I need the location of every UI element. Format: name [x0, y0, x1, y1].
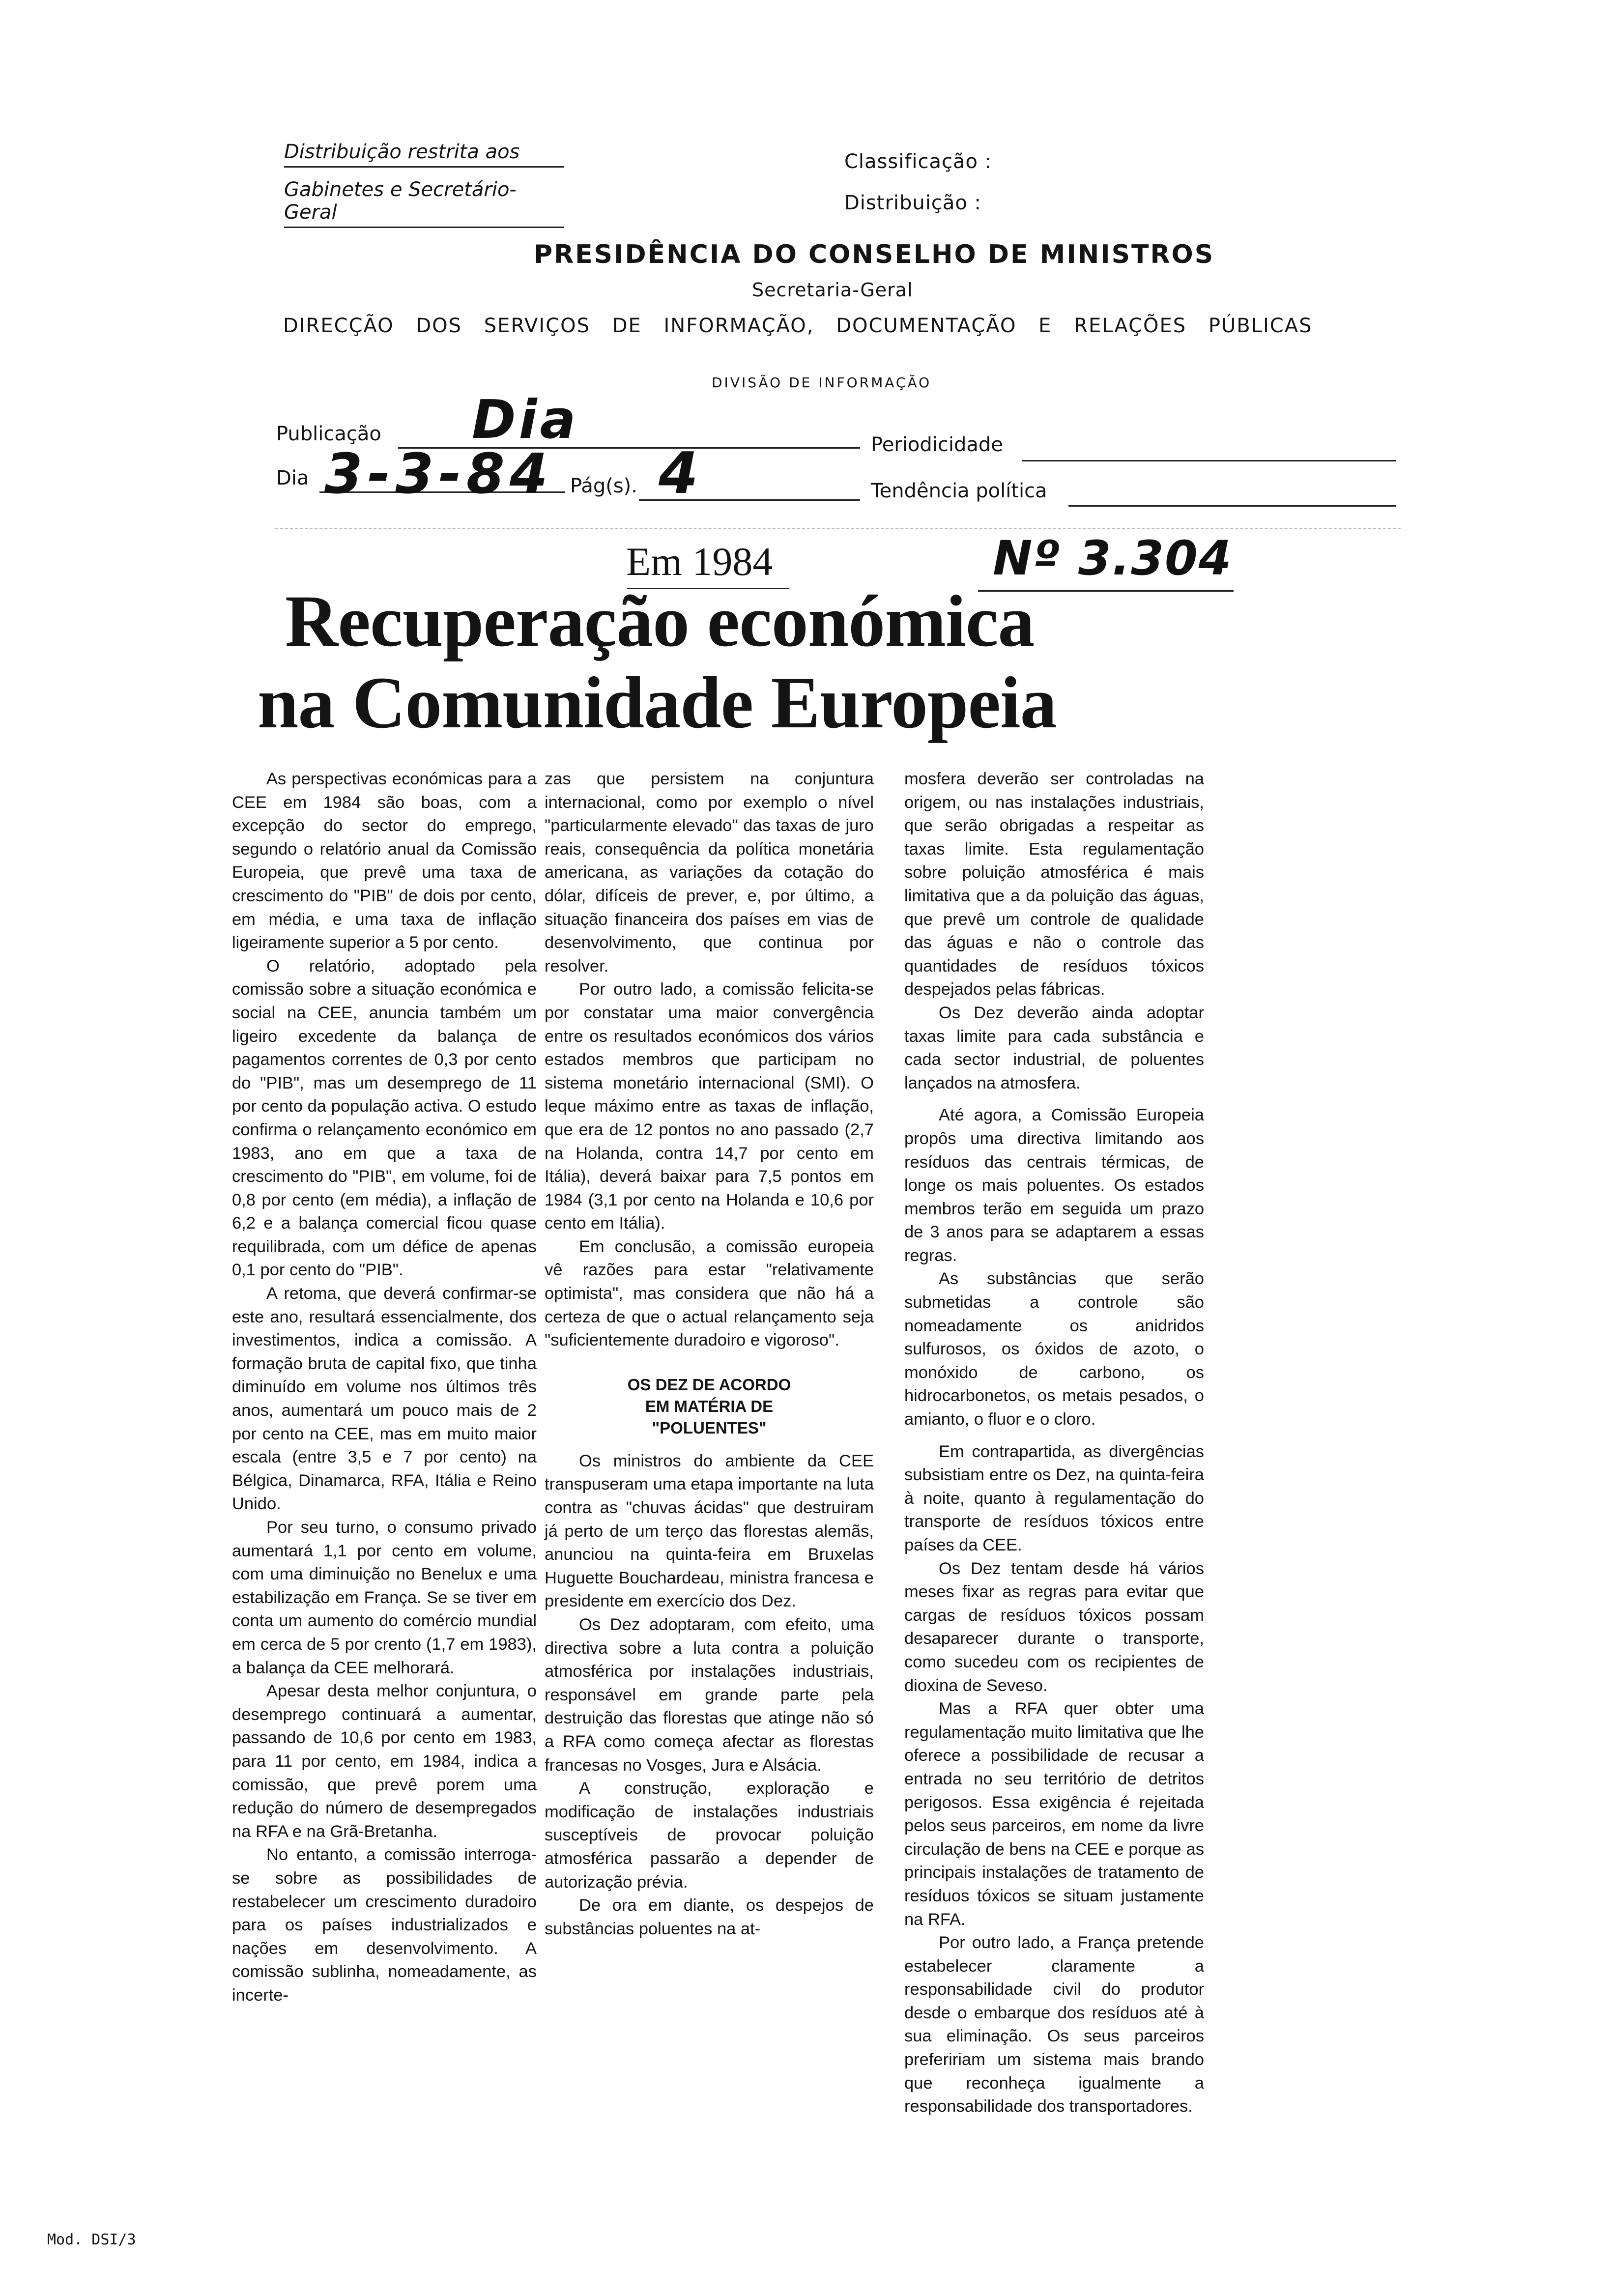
paragraph: Apesar desta melhor conjuntura, o desemprego continuará a aumentar, passando de 10,6 por cento em 1983, para 11 por cento, em 1984, indica a comissão, que prevê porem uma redução do número de desempregados na RFA e na Grã-Bretanha.	[232, 1682, 537, 1841]
paragraph: Por outro lado, a França pretende estabelecer claramente a responsabilidade civil do produtor desde o embarque dos resíduos até à sua eliminação. Os seus parceiros prefeririam um sistema mais brando que reconheça igualmente a responsabilidade dos transportadores.	[904, 1933, 1204, 2116]
paragraph: mosfera deverão ser controladas na origem, ou nas instalações industriais, que serão obrigadas a respeitar as taxas limite. Esta regulamentação sobre poluição atmosférica é mais limitativa que a da poluição das águas, que prevê um controle de qualidade das águas e não o controle das quantidades de resíduos tóxicos despejados pelas fábricas.	[904, 770, 1204, 999]
org-subtitle: Secretaria-Geral	[752, 279, 913, 301]
paragraph: Os Dez adoptaram, com efeito, uma directiva sobre a luta contra a poluição atmosférica por instalações industriais, responsável em grande parte pela destruição das florestas que atinge não só a RFA como começa afectar as florestas francesas no Vosges, Jura e Alsácia.	[545, 1615, 874, 1775]
subhead-line-1: OS DEZ DE ACORDO	[627, 1375, 791, 1394]
dia-label: Dia	[276, 467, 309, 489]
tendencia-rule	[1068, 505, 1396, 507]
form-code: Mod. DSI/3	[47, 2231, 136, 2248]
restricted-line-1: Distribuição restrita aos	[284, 141, 564, 168]
paragraph: Os Dez deverão ainda adoptar taxas limite para cada substância e cada sector industrial, de poluentes lançados na atmosfera.	[904, 1003, 1204, 1092]
org-title: PRESIDÊNCIA DO CONSELHO DE MINISTROS	[534, 240, 1215, 269]
paragraph: No entanto, a comissão interroga-se sobre as possibilidades de restabelecer um crescimento duradoiro para os países industrializados e nações em desenvolvimento. A comissão sublinha, nomeadamente, as incerte-	[232, 1845, 537, 2005]
org-directorate: DIRECÇÃO DOS SERVIÇOS DE INFORMAÇÃO, DOCUMENTAÇÃO E RELAÇÕES PÚBLICAS	[283, 315, 1313, 337]
form-separator	[275, 528, 1401, 529]
paragraph: Por seu turno, o consumo privado aumentará 1,1 por cento em volume, com uma diminuição no Benelux e uma estabilização em França. Se se tiver em conta um aumento do comércio mundial em cerca de 5 por crento (1,7 em 1983), a balança da CEE melhorará.	[232, 1518, 537, 1677]
dia-value: 3-3-84	[324, 442, 553, 506]
paragraph: Por outro lado, a comissão felicita-se por constatar uma maior convergência entre os resultados económicos dos vários estados membros que participam no sistema monetário internacional (SMI). O leque máximo entre as taxas de inflação, que era de 12 pontos no ano passado (2,7 na Holanda, contra 14,7 por cento em Itália), deverá baixar para 7,5 pontos em 1984 (3,1 por cento na Holanda e 10,6 por cento em Itália).	[545, 980, 874, 1233]
subhead-line-2: EM MATÉRIA DE	[645, 1397, 774, 1415]
restricted-distribution	[284, 141, 564, 228]
subhead-line-3: "POLUENTES"	[652, 1418, 767, 1437]
paragraph: As perspectivas económicas para a CEE em 1984 são boas, com a excepção do sector do emprego, segundo o relatório anual da Comissão Europeia, que prevê uma taxa de crescimento do "PIB" de dois por cento, em média, e uma taxa de inflação ligeiramente superior a 5 por cento.	[232, 770, 537, 952]
pags-value: 4	[659, 440, 701, 507]
paragraph: Mas a RFA quer obter uma regulamentação muito limitativa que lhe oferece a possibilidade de recusar a entrada no seu território de detritos perigosos. Essa exigência é rejeitada pelos seus parceiros, em nome da livre circulação de bens na CEE e porque as principais instalações de tratamento de resíduos tóxicos se situam justamente na RFA.	[904, 1699, 1204, 1929]
section-subhead	[545, 1374, 874, 1439]
periodicidade-label: Periodicidade	[871, 433, 1003, 456]
article-kicker: Em 1984	[626, 539, 773, 584]
paragraph: A retoma, que deverá confirmar-se este ano, resultará essencialmente, dos investimentos, indica a comissão. A formação bruta de capital fixo, que tinha diminuído em volume nos últimos três anos, aumentará um pouco mais de 2 por cento na CEE, mas em muito maior escala (entre 3,5 e 7 por cento) na Bélgica, Dinamarca, RFA, Itália e Reino Unido.	[232, 1284, 537, 1514]
article-column-1	[232, 768, 537, 2007]
paragraph: zas que persistem na conjuntura internacional, como por exemplo o nível "particularmente elevado" das taxas de juro reais, consequência da política monetária americana, as variações da cotação do dólar, difíceis de prever, e, por último, a situação financeira dos países em vias de desenvolvimento, que continua por resolver.	[545, 770, 874, 976]
paragraph: Os Dez tentam desde há vários meses fixar as regras para evitar que cargas de resíduos tóxicos possam desaparecer durante o transporte, como sucedeu com os recipientes de dioxina de Seveso.	[904, 1559, 1204, 1695]
paragraph: A construção, exploração e modificação de instalações industriais susceptíveis de provocar poluição atmosférica passarão a depender de autorização prévia.	[545, 1779, 874, 1892]
publicacao-value: Dia	[472, 389, 579, 451]
article-column-2	[545, 768, 874, 1941]
headline-line-2: na Comunidade Europeia	[258, 662, 1057, 744]
periodicidade-rule	[1022, 460, 1396, 461]
paragraph: As substâncias que serão submetidas a controle são nomeadamente os anidridos sulfurosos, os óxidos de azoto, o monóxido de carbono, os hidrocarbonetos, os metais pesados, o amianto, o fluor e o cloro.	[904, 1269, 1204, 1429]
pags-label: Pág(s).	[570, 475, 637, 497]
classificacao-label: Classificação :	[844, 150, 992, 173]
paragraph: O relatório, adoptado pela comissão sobre a situação económica e social na CEE, anuncia também um ligeiro excedente da balança de pagamentos correntes de 0,3 por cento do "PIB", mas um desemprego de 11 por cento da população activa. O estudo confirma o relançamento económico em 1983, ano em que a taxa de crescimento do "PIB", em volume, foi de 0,8 por cento (em média), a inflação de 6,2 e a balança comercial ficou quase requilibrada, com um défice de apenas 0,1 por cento do "PIB".	[232, 956, 537, 1280]
paragraph: Em contrapartida, as divergências subsistiam entre os Dez, na quinta-feira à noite, quanto à regulamentação do transporte de resíduos tóxicos entre países da CEE.	[904, 1442, 1204, 1554]
paragraph: De ora em diante, os despejos de substâncias poluentes na at-	[545, 1896, 874, 1938]
restricted-line-2: Gabinetes e Secretário-Geral	[284, 178, 564, 228]
paragraph: Em conclusão, a comissão europeia vê razões para estar "relativamente optimista", mas considera que não há a certeza de que o actual relançamento seja "suficientemente duradoiro e vigoroso".	[545, 1237, 874, 1350]
tendencia-label: Tendência política	[871, 480, 1047, 502]
publicacao-label: Publicação	[276, 423, 381, 445]
org-division: DIVISÃO DE INFORMAÇÃO	[712, 374, 932, 391]
paragraph: Os ministros do ambiente da CEE transpuseram uma etapa importante na luta contra as "chuvas ácidas" que destruiram já perto de um terço das florestas alemãs, anunciou na quinta-feira em Bruxelas Huguette Bouchardeau, ministra francesa e presidente em exercício dos Dez.	[545, 1451, 874, 1611]
distribuicao-label: Distribuição :	[844, 192, 982, 214]
paragraph: Até agora, a Comissão Europeia propôs uma directiva limitando aos resíduos das centrais térmicas, de longe os mais poluentes. Os estados membros terão em seguida um prazo de 3 anos para se adaptarem a essas regras.	[904, 1106, 1204, 1265]
handwritten-reference: Nº 3.304	[993, 531, 1233, 586]
article-column-3	[904, 768, 1204, 2119]
headline-line-1: Recuperação económica	[285, 580, 1035, 662]
